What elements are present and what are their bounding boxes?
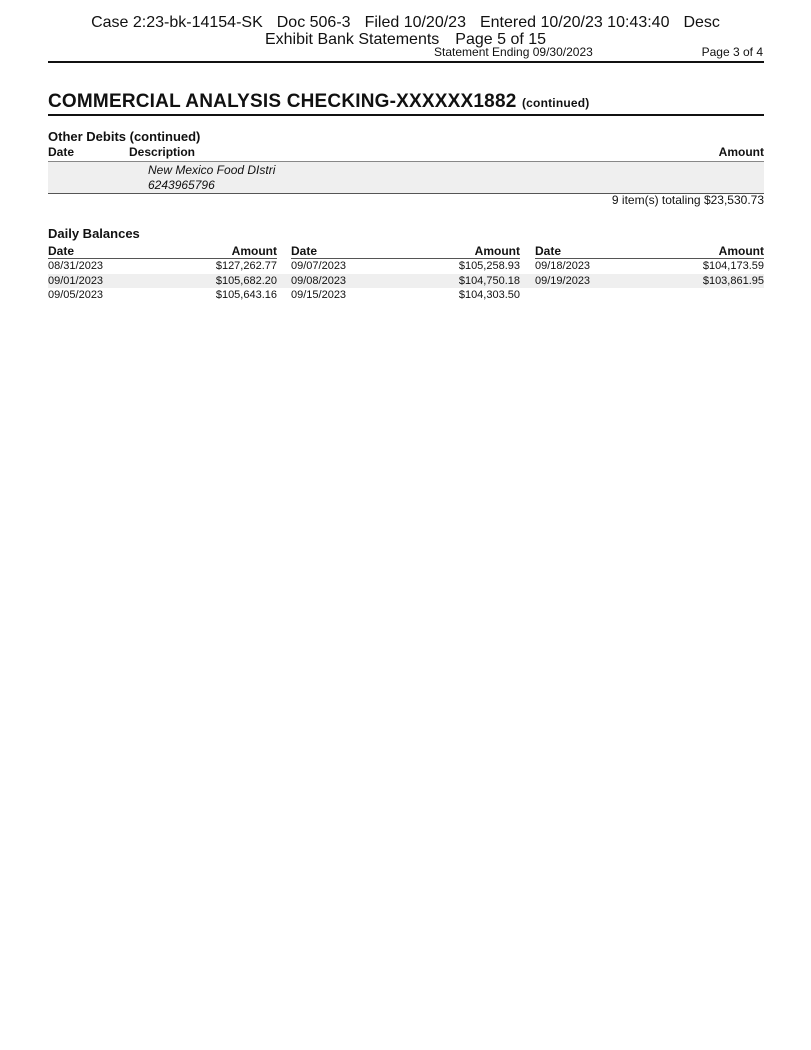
- desc-label: Desc: [683, 14, 720, 31]
- balance-amount: $103,861.95: [702, 274, 764, 287]
- balance-amount: $104,173.59: [702, 260, 764, 272]
- balance-column: [48, 245, 277, 303]
- balance-date: 09/07/2023: [291, 260, 347, 272]
- balance-date: 09/01/2023: [48, 274, 104, 287]
- balance-row: [291, 259, 520, 274]
- balance-row: [291, 288, 520, 303]
- debit-description: New Mexico Food DIstri: [148, 163, 276, 177]
- balance-column-headers: [291, 245, 520, 259]
- continued-label: (continued): [521, 96, 590, 110]
- filed-date: Filed 10/20/23: [364, 14, 466, 31]
- column-header-date: Date: [291, 244, 318, 258]
- balance-date: 09/18/2023: [535, 260, 591, 272]
- entered-date: Entered 10/20/23 10:43:40: [479, 14, 670, 31]
- column-header-date: Date: [535, 244, 562, 258]
- account-name: COMMERCIAL ANALYSIS CHECKING-XXXXXX1882: [48, 91, 517, 112]
- balance-row: [291, 274, 520, 289]
- balance-column-headers: [535, 245, 764, 259]
- other-debits-table: [48, 145, 764, 194]
- exhibit-label: Exhibit Bank Statements: [264, 31, 440, 48]
- balance-row: [48, 274, 277, 289]
- statement-page-number: Page 3 of 4: [701, 45, 763, 59]
- column-header-amount: Amount: [718, 244, 764, 258]
- balance-amount: $104,303.50: [458, 289, 520, 301]
- filing-page-number: Page 5 of 15: [455, 31, 547, 48]
- balance-row: [535, 259, 764, 274]
- balance-amount: $127,262.77: [215, 260, 277, 272]
- column-header-description: Description: [129, 145, 196, 159]
- other-debits-total: 9 item(s) totaling $23,530.73: [611, 193, 764, 207]
- column-header-date: Date: [48, 244, 75, 258]
- other-debits-column-headers: [48, 145, 764, 162]
- balance-amount: $105,682.20: [215, 274, 277, 287]
- account-title: [48, 91, 764, 116]
- balance-column-headers: [48, 245, 277, 259]
- statement-ending-date: Statement Ending 09/30/2023: [434, 45, 593, 59]
- balance-amount: $104,750.18: [458, 274, 520, 287]
- other-debits-heading: Other Debits (continued): [48, 129, 201, 144]
- balance-date: 09/05/2023: [48, 289, 104, 301]
- doc-number: Doc 506-3: [276, 14, 351, 31]
- balance-row: [48, 288, 277, 303]
- balance-date: 09/08/2023: [291, 274, 347, 287]
- balance-column: [535, 245, 764, 288]
- balance-date: 08/31/2023: [48, 260, 104, 272]
- column-header-amount: Amount: [718, 145, 764, 159]
- daily-balances-heading: Daily Balances: [48, 226, 140, 241]
- case-number: Case 2:23-bk-14154-SK: [91, 14, 263, 31]
- debit-reference: 6243965796: [148, 178, 215, 192]
- balance-row: [535, 274, 764, 289]
- column-header-date: Date: [48, 145, 75, 159]
- balance-row: [48, 259, 277, 274]
- balance-amount: $105,258.93: [458, 260, 520, 272]
- table-row: [48, 162, 764, 194]
- balance-column: [291, 245, 520, 303]
- court-filing-header: [0, 14, 811, 48]
- column-header-amount: Amount: [231, 244, 277, 258]
- header-divider: [48, 61, 764, 63]
- column-header-amount: Amount: [474, 244, 520, 258]
- balance-date: 09/19/2023: [535, 274, 591, 287]
- balance-date: 09/15/2023: [291, 289, 347, 301]
- balance-amount: $105,643.16: [215, 289, 277, 301]
